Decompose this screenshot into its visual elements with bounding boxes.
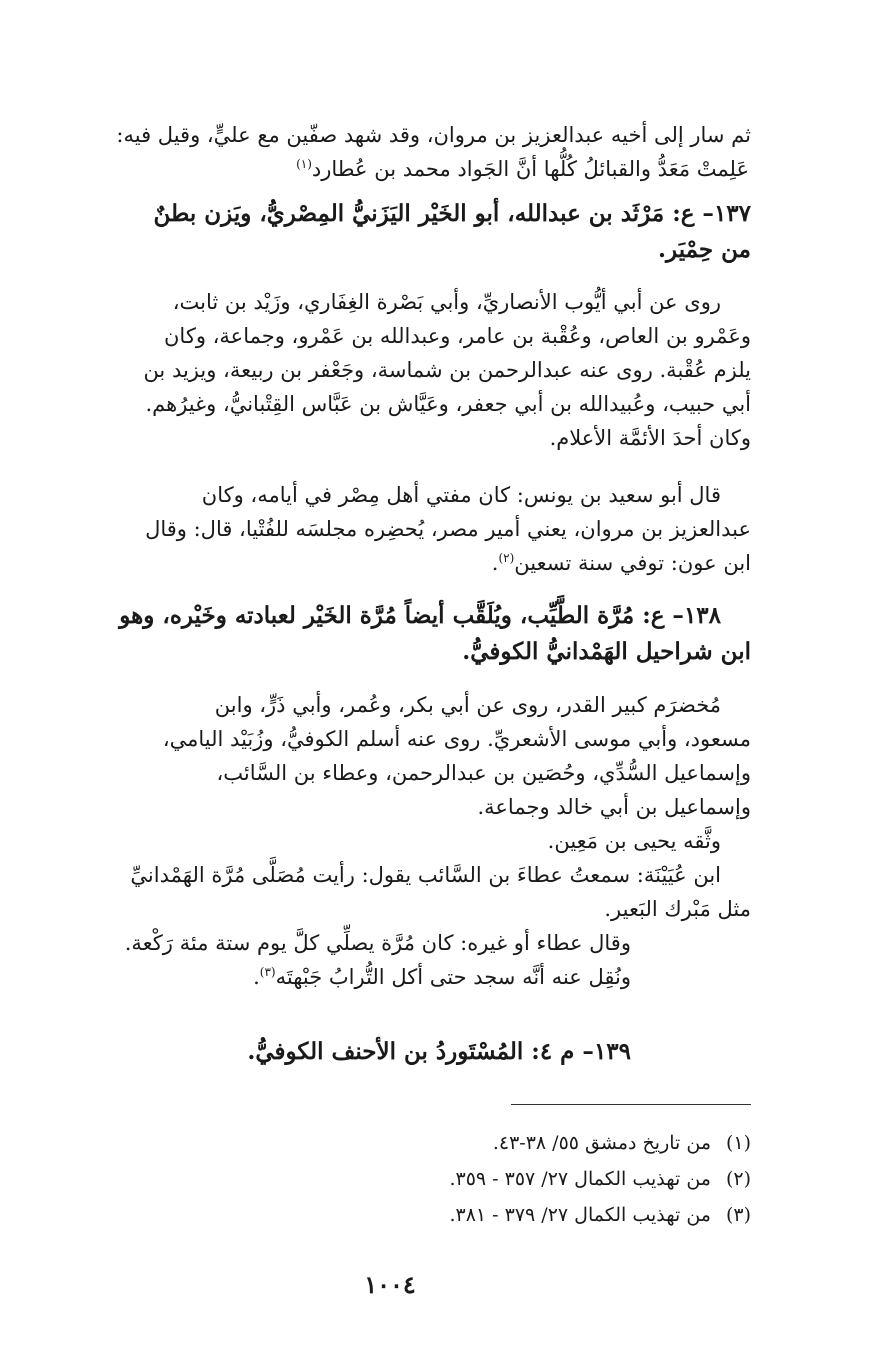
footnote-marker: (٣): [259, 965, 276, 979]
entry-138-heading: [119, 598, 751, 670]
footnote-number: (١): [725, 1132, 751, 1154]
entry-137-heading: [126, 196, 751, 268]
footnote-marker: (١): [296, 157, 312, 171]
text-line: وإسماعيل بن أبي خالد وجماعة.: [477, 795, 751, 819]
text-line: عبدالعزيز بن مروان، يعني أمير مصر، يُحضِره مجلسَه للفُتْيا، قال: وقال: [145, 517, 751, 541]
text-line: يلزم عُقْبة. روى عنه عبدالرحمن بن شماسة، وجَعْفر بن ربيعة، ويزيد بن: [143, 358, 751, 382]
text-line: قال أبو سعيد بن يونس: كان مفتي أهل مِصْر في أيامه، وكان: [201, 483, 721, 507]
verse-line: [126, 152, 751, 186]
opening-block: [116, 118, 751, 186]
text-line: أبي حبيب، وعُبيدالله بن أبي جعفر، وعَيَّاش بن عَبَّاس القِتْبانيُّ، وغيرُهم.: [145, 392, 751, 416]
footnote-text: من تهذيب الكمال ٢٧/ ٣٧٩ - ٣٨١.: [449, 1204, 711, 1226]
text-line: ونُقِل عنه أنَّه سجد حتى أكل التُّرابُ جَبْهتَه$^{(٣)}$.: [253, 965, 631, 989]
entry-137-paragraph-2: [126, 478, 751, 580]
entry-139-heading: [126, 1034, 751, 1070]
footnote: [126, 1161, 751, 1197]
text-line: مسعود، وأبي موسى الأشعريِّ. روى عنه أسلم الكوفيُّ، وزُبَيْد اليامي،: [162, 727, 751, 751]
text-line: ابن عون: توفي سنة تسعين$^{(٢)}$.: [491, 551, 751, 575]
entry-137-paragraph: [126, 285, 751, 455]
page-number: ١٠٠٤: [364, 1270, 416, 1299]
text-line: ابن عُيَيْنَة: سمعتُ عطاءَ بن السَّائب يقول: رأيت مُصَلَّى مُرَّة الهَمْدانيِّ: [130, 863, 721, 887]
footnote: [126, 1197, 751, 1233]
footnote-number: (٢): [725, 1168, 751, 1190]
text-line: مُخضرَم كبير القدر، روى عن أبي بكر، وعُمر، وأبي ذَرٍّ، وابن: [214, 693, 721, 717]
heading-line: ١٣٧– ع: مَرْثَد بن عبدالله، أبو الخَيْر اليَزَنيُّ المِصْريُّ، ويَزن بطنٌ: [153, 200, 751, 227]
text-line: روى عن أبي أيُّوب الأنصاريِّ، وأبي بَصْرة الغِفَاري، وزَيْد بن ثابت،: [172, 290, 721, 314]
text-line: مثل مَبْرك البَعير.: [604, 897, 751, 921]
text-span: ثم سار إلى أخيه عبدالعزيز بن مروان، وقد شهد صفّين مع عليٍّ، وقيل فيه:: [116, 123, 751, 147]
text-line: وعَمْرو بن العاص، وعُقْبة بن عامر، وعبدالله بن عَمْرو، وجماعة، وكان: [164, 324, 751, 348]
footnote-text: من تهذيب الكمال ٢٧/ ٣٥٧ - ٣٥٩.: [449, 1168, 711, 1190]
verse-text: عَلِمتْ مَعَدُّ والقبائلُ كُلُّها أنَّ الجَواد محمد بن عُطارد: [311, 157, 749, 181]
text-line: وإسماعيل السُّدِّي، وحُصَين بن عبدالرحمن، وعطاء بن السَّائب،: [216, 761, 751, 785]
heading-line: ابن شراحيل الهَمْدانيُّ الكوفيُّ.: [462, 638, 751, 665]
text-span: ابن عون: توفي سنة تسعين: [514, 551, 751, 575]
entry-138-paragraph: [126, 688, 751, 994]
heading-line: ١٣٨– ع: مُرَّة الطَّيِّب، ويُلَقَّب أيضاً مُرَّة الخَيْر لعبادته وخَيْره، وهو: [119, 602, 721, 629]
footnote-divider: [511, 1104, 751, 1105]
footnotes: [126, 1125, 751, 1233]
text-line: وكان أحدَ الأئمَّة الأعلام.: [549, 426, 751, 450]
footnote-marker: (٢): [498, 551, 515, 565]
heading-line: ١٣٩– م ٤: المُسْتَوردُ بن الأحنف الكوفيُّ.: [247, 1038, 631, 1065]
footnote: [126, 1125, 751, 1161]
text-span: ونُقِل عنه أنَّه سجد حتى أكل التُّرابُ جَبْهتَه: [275, 965, 631, 989]
heading-line: من حِمْيَر.: [658, 236, 751, 263]
text-line: وثَّقه يحيى بن مَعِين.: [547, 829, 721, 853]
footnote-text: من تاريخ دمشق ٥٥/ ٣٨-٤٣.: [492, 1132, 711, 1154]
footnote-number: (٣): [725, 1204, 751, 1226]
text-line: وقال عطاء أو غيره: كان مُرَّة يصلِّي كلَّ يوم ستة مئة رَكْعة.: [124, 931, 631, 955]
text-line: [116, 118, 751, 152]
